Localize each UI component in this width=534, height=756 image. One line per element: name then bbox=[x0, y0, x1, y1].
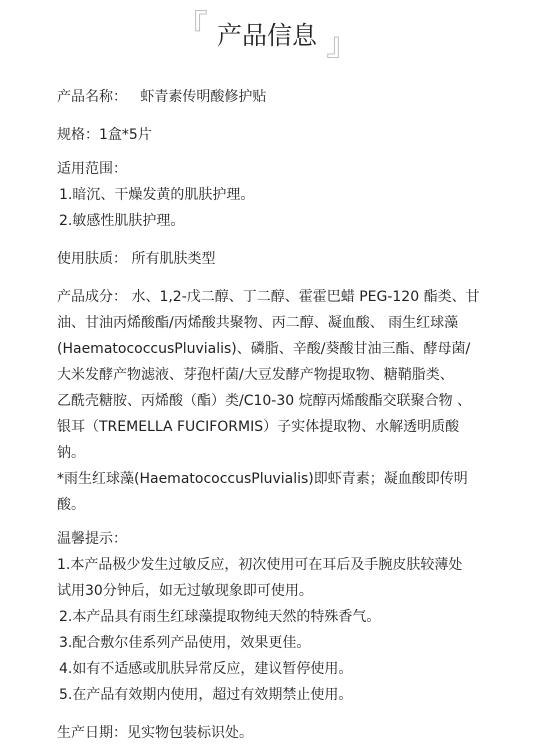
ingredients-line: 油、甘油丙烯酸酯/丙烯酸共聚物、丙二醇、凝血酸、 雨生红球藻 bbox=[57, 315, 459, 331]
product-name-label: 产品名称： bbox=[57, 89, 127, 105]
ingredients-line: 钠。 bbox=[57, 445, 85, 461]
spec-text: 规格：1盒*5片 bbox=[57, 127, 152, 143]
tips-line: 1.本产品极少发生过敏反应，初次使用可在耳后及手腕皮肤较薄处 bbox=[57, 557, 463, 573]
title-text: 产品信息 bbox=[216, 21, 317, 50]
scope-item: 1.暗沉、干燥发黄的肌肤护理。 bbox=[59, 187, 255, 203]
page-title bbox=[0, 7, 534, 63]
ingredients-line: 大米发酵产物滤液、芽孢杆菌/大豆发酵产物提取物、糖鞘脂类、 bbox=[57, 367, 454, 383]
title-bracket-left: 『 bbox=[175, 7, 208, 45]
product-name-row bbox=[57, 84, 497, 110]
tips-line: 试用30分钟后，如无过敏现象即可使用。 bbox=[57, 583, 313, 599]
scope-section bbox=[57, 156, 497, 234]
production-date-row bbox=[57, 720, 497, 746]
ingredients-line: 乙酰壳糖胺、丙烯酸（酯）类/C10-30 烷醇丙烯酸酯交联聚合物 、 bbox=[57, 393, 472, 409]
production-date-text: 生产日期：见实物包装标识处。 bbox=[57, 725, 253, 741]
ingredients-line: 产品成分： 水、1,2-戊二醇、丁二醇、霍霍巴蜡 PEG-120 酯类、甘 bbox=[57, 289, 480, 305]
tips-label: 温馨提示： bbox=[57, 531, 127, 547]
skin-type-row bbox=[57, 246, 497, 272]
tips-line: 5.在产品有效期内使用，超过有效期禁止使用。 bbox=[59, 687, 353, 703]
scope-label: 适用范围： bbox=[57, 161, 127, 177]
spec-row bbox=[57, 122, 497, 148]
tips-line: 2.本产品具有雨生红球藻提取物纯天然的特殊香气。 bbox=[59, 609, 381, 625]
product-details bbox=[57, 84, 497, 746]
scope-item: 2.敏感性肌肤护理。 bbox=[59, 213, 185, 229]
tips-line: 4.如有不适感或肌肤异常反应，建议暂停使用。 bbox=[59, 661, 353, 677]
ingredients-note-line: 酸。 bbox=[57, 497, 85, 513]
tips-section bbox=[57, 526, 497, 708]
ingredients-line: 银耳（TREMELLA FUCIFORMIS）子实体提取物、水解透明质酸 bbox=[57, 419, 460, 435]
product-name-value: 虾青素传明酸修护贴 bbox=[140, 89, 267, 105]
tips-line: 3.配合敷尔佳系列产品使用，效果更佳。 bbox=[59, 635, 311, 651]
skin-type-text: 使用肤质： 所有肌肤类型 bbox=[57, 251, 216, 267]
title-bracket-right: 』 bbox=[326, 25, 359, 63]
ingredients-note-line: *雨生红球藻(HaematococcusPluvialis)即虾青素；凝血酸即传明 bbox=[57, 471, 468, 487]
ingredients-line: (HaematococcusPluvialis)、磷脂、辛酸/葵酸甘油三酯、酵母菌/ bbox=[57, 341, 471, 357]
ingredients-section bbox=[57, 284, 497, 518]
